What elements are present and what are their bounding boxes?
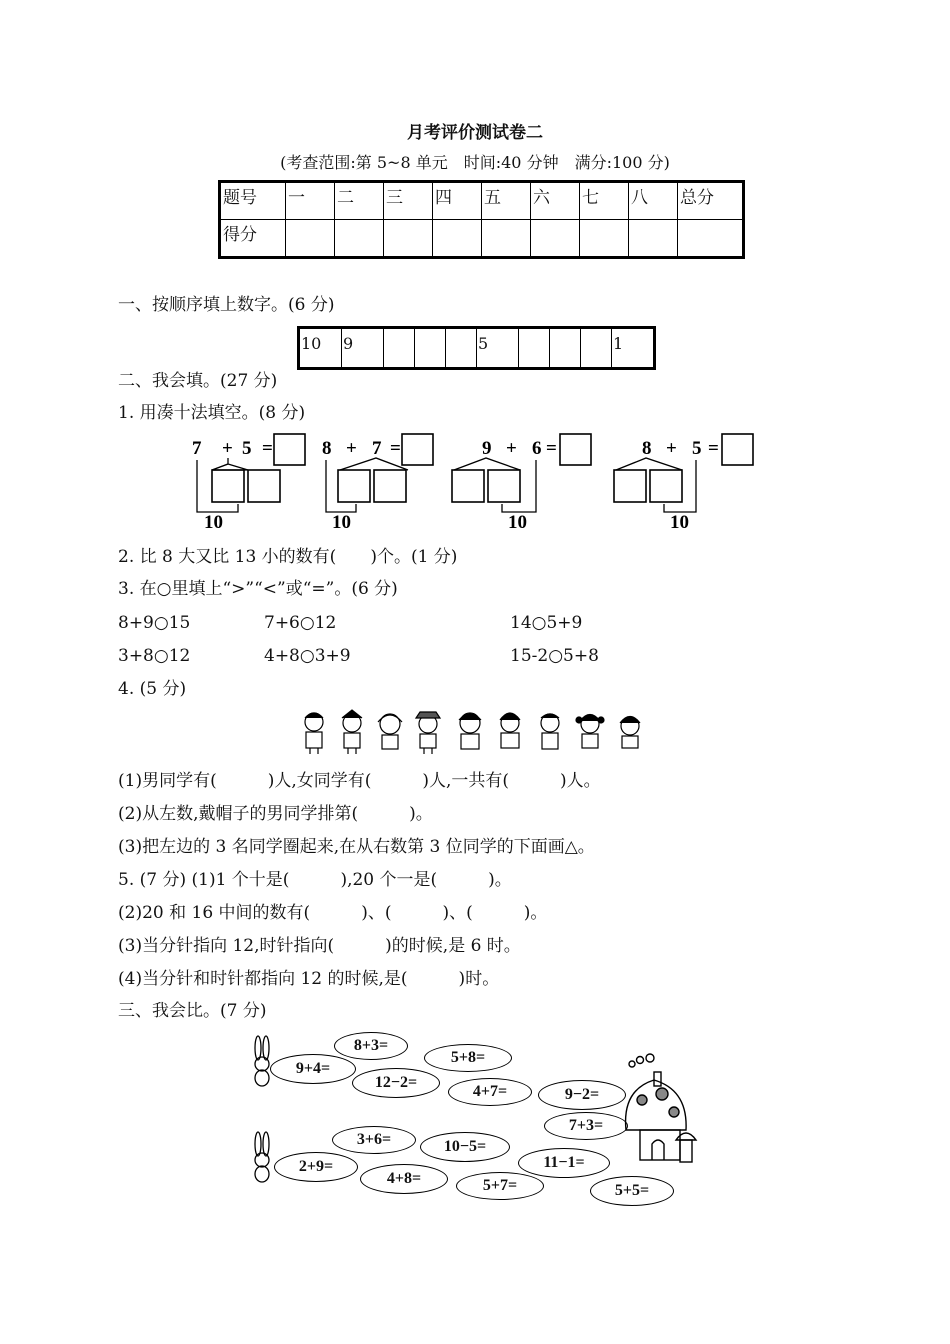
sequence-cell: 1	[612, 328, 655, 369]
exam-scope: (考查范围:第 5~8 单元 时间:40 分钟 满分:100 分)	[280, 153, 670, 172]
addend-b: 6	[532, 438, 542, 459]
sequence-blank[interactable]	[384, 328, 415, 369]
answer-box	[722, 434, 753, 465]
mushroom-house-icon	[626, 1054, 696, 1162]
plus-sign: +	[666, 438, 677, 459]
answer-box	[560, 434, 591, 465]
split-box	[650, 470, 682, 502]
score-row-label: 得分	[220, 220, 286, 258]
sequence-cell: 10	[299, 328, 342, 369]
child-figure	[500, 713, 520, 748]
score-header-cell: 八	[629, 182, 678, 220]
score-cell[interactable]	[384, 220, 433, 258]
q4-line-2: (2)从左数,戴帽子的男同学排第( )。	[118, 804, 433, 824]
score-table-header-row	[220, 182, 744, 220]
answer-box	[274, 434, 305, 465]
sequence-blank[interactable]	[581, 328, 612, 369]
ten-label: 10	[204, 512, 223, 533]
child-figure	[541, 714, 559, 749]
q4-text: 4. (5 分)	[118, 679, 187, 699]
score-cell[interactable]	[286, 220, 335, 258]
stone-expression[interactable]: 5+8=	[424, 1044, 512, 1072]
addend-a: 8	[642, 438, 652, 459]
split-box	[338, 470, 370, 502]
child-figure	[305, 713, 323, 754]
stone-expression[interactable]: 9+4=	[270, 1054, 356, 1084]
split-box	[374, 470, 406, 502]
compare-item[interactable]: 3+8○12	[118, 646, 191, 666]
split-box	[452, 470, 484, 502]
addend-a: 7	[192, 438, 202, 459]
children-illustration	[300, 708, 650, 756]
addend-b: 7	[372, 438, 382, 459]
compare-item[interactable]: 4+8○3+9	[264, 646, 351, 666]
page-title: 月考评价测试卷二	[407, 123, 543, 143]
stone-expression[interactable]: 4+7=	[448, 1078, 532, 1106]
compare-item[interactable]: 15-2○5+8	[510, 646, 599, 666]
split-box	[614, 470, 646, 502]
q3-text: 3. 在○里填上“>”“<”或“=”。(6 分)	[118, 579, 398, 599]
score-table	[218, 180, 745, 259]
score-header-cell: 总分	[678, 182, 744, 220]
score-table-score-row	[220, 220, 744, 258]
rabbit-icon	[255, 1132, 269, 1182]
split-box	[488, 470, 520, 502]
addend-a: 8	[322, 438, 332, 459]
make-ten-diagrams	[180, 428, 770, 536]
ten-label: 10	[332, 512, 351, 533]
score-cell[interactable]	[335, 220, 384, 258]
score-header-cell: 一	[286, 182, 335, 220]
score-header-cell: 题号	[220, 182, 286, 220]
section2-heading: 二、我会填。(27 分)	[118, 371, 278, 391]
plus-sign: +	[346, 438, 357, 459]
split-box	[212, 470, 244, 502]
stone-expression[interactable]: 4+8=	[360, 1164, 448, 1194]
compare-item[interactable]: 8+9○15	[118, 613, 191, 633]
section1-heading: 一、按顺序填上数字。(6 分)	[118, 295, 335, 315]
child-figure	[416, 712, 440, 754]
child-figure	[576, 715, 604, 749]
compare-item[interactable]: 14○5+9	[510, 613, 583, 633]
equals-sign: =	[262, 438, 273, 459]
equals-sign: =	[708, 438, 719, 459]
addend-a: 9	[482, 438, 492, 459]
stone-expression[interactable]: 5+5=	[590, 1176, 674, 1206]
score-cell[interactable]	[580, 220, 629, 258]
q1-text: 1. 用凑十法填空。(8 分)	[118, 403, 306, 423]
q5-line-3: (3)当分针指向 12,时针指向( )的时候,是 6 时。	[118, 936, 521, 956]
score-header-cell: 四	[433, 182, 482, 220]
stone-expression[interactable]: 8+3=	[334, 1032, 408, 1060]
score-cell[interactable]	[531, 220, 580, 258]
q5-line-1: 5. (7 分) (1)1 个十是( ),20 个一是( )。	[118, 870, 512, 890]
score-cell[interactable]	[433, 220, 482, 258]
plus-sign: +	[222, 438, 233, 459]
plus-sign: +	[506, 438, 517, 459]
q4-line-3: (3)把左边的 3 名同学圈起来,在从右数第 3 位同学的下面画△。	[118, 837, 595, 857]
score-header-cell: 七	[580, 182, 629, 220]
split-box	[248, 470, 280, 502]
make-ten-problem-3	[452, 434, 591, 533]
score-header-cell: 二	[335, 182, 384, 220]
make-ten-problem-2	[322, 434, 433, 533]
score-header-cell: 三	[384, 182, 433, 220]
child-figure	[378, 714, 402, 749]
stone-expression[interactable]: 11−1=	[518, 1148, 610, 1178]
stone-expression[interactable]: 9−2=	[538, 1080, 626, 1110]
equals-sign: =	[546, 438, 557, 459]
score-cell[interactable]	[482, 220, 531, 258]
q5-line-2: (2)20 和 16 中间的数有( )、( )、( )。	[118, 903, 548, 923]
sequence-cell: 9	[342, 328, 384, 369]
stone-expression[interactable]: 7+3=	[544, 1112, 628, 1140]
ten-label: 10	[670, 512, 689, 533]
child-figure	[342, 710, 362, 754]
stone-expression[interactable]: 3+6=	[332, 1126, 416, 1154]
score-header-cell: 六	[531, 182, 580, 220]
score-header-cell: 五	[482, 182, 531, 220]
sequence-cell: 5	[477, 328, 519, 369]
sequence-blank[interactable]	[415, 328, 446, 369]
make-ten-problem-1	[192, 434, 305, 533]
compare-item[interactable]: 7+6○12	[264, 613, 337, 633]
stone-expression[interactable]: 10−5=	[420, 1132, 510, 1162]
number-sequence	[297, 326, 656, 370]
stone-expression[interactable]: 5+7=	[456, 1172, 544, 1200]
sequence-blank[interactable]	[446, 328, 477, 369]
rabbit-icon	[255, 1036, 269, 1086]
stone-expression[interactable]: 2+9=	[274, 1152, 358, 1182]
addend-b: 5	[692, 438, 702, 459]
section3-heading: 三、我会比。(7 分)	[118, 1001, 267, 1021]
child-figure	[620, 717, 640, 749]
make-ten-problem-4	[614, 434, 753, 533]
score-cell[interactable]	[629, 220, 678, 258]
ten-label: 10	[508, 512, 527, 533]
addend-b: 5	[242, 438, 252, 459]
stone-expression[interactable]: 12−2=	[352, 1068, 440, 1098]
sequence-blank[interactable]	[550, 328, 581, 369]
child-figure	[459, 713, 481, 749]
sequence-blank[interactable]	[519, 328, 550, 369]
equals-sign: =	[390, 438, 401, 459]
score-cell[interactable]	[678, 220, 744, 258]
q4-line-1: (1)男同学有( )人,女同学有( )人,一共有( )人。	[118, 771, 601, 791]
q5-line-4: (4)当分针和时针都指向 12 的时候,是( )时。	[118, 969, 500, 989]
q2-text: 2. 比 8 大又比 13 小的数有( )个。(1 分)	[118, 547, 458, 567]
answer-box	[402, 434, 433, 465]
